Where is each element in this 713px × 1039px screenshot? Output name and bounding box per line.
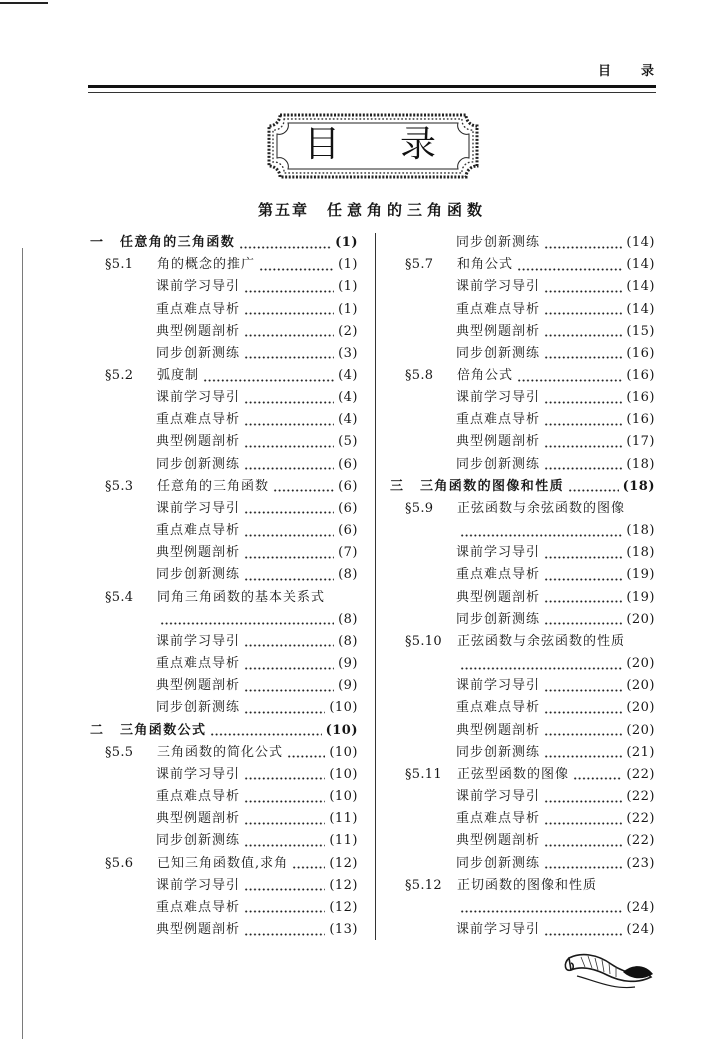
dot-leader	[544, 600, 622, 603]
toc-subentry	[156, 675, 358, 697]
toc-section-entry	[405, 365, 655, 387]
entry-title: 课前学习导引	[156, 390, 241, 406]
dot-leader	[544, 822, 622, 825]
entry-title: 三角函数的图像和性质	[420, 478, 565, 494]
dot-leader	[244, 467, 334, 470]
entry-number: §5.5	[105, 744, 134, 760]
dot-leader	[544, 711, 622, 714]
entry-title: 重点难点导析	[156, 656, 241, 671]
page-number: (8)	[338, 611, 358, 627]
quill-scroll-icon	[563, 944, 655, 1000]
toc-subentry	[156, 321, 358, 343]
toc-subentry	[456, 919, 655, 941]
page-number: (20)	[626, 700, 655, 716]
toc-continuation-line	[456, 653, 655, 675]
dot-leader	[287, 755, 325, 758]
dot-leader	[544, 578, 622, 581]
dot-leader	[544, 866, 622, 869]
entry-number: 三	[390, 478, 404, 494]
dot-leader	[244, 556, 334, 559]
running-header-title: 目录	[598, 64, 685, 79]
dot-leader	[568, 489, 619, 492]
dot-leader	[244, 667, 334, 670]
page-number: (21)	[626, 744, 655, 760]
dot-leader	[544, 733, 622, 736]
dot-leader	[544, 556, 622, 559]
dot-leader	[544, 334, 622, 337]
toc-subentry	[156, 897, 358, 919]
page-number: (11)	[329, 811, 358, 827]
toc-subentry	[456, 786, 655, 808]
dot-leader	[544, 689, 622, 692]
dot-leader	[244, 511, 334, 514]
entry-title: 同步创新测练	[156, 700, 241, 716]
toc-subentry	[456, 542, 655, 564]
dot-leader	[544, 622, 622, 625]
entry-title: 同步创新测练	[156, 345, 241, 361]
page-number: (6)	[338, 456, 358, 472]
page-number: (6)	[338, 500, 358, 516]
entry-title: 正弦函数与余弦函数的性质	[457, 633, 626, 649]
dot-leader	[244, 822, 325, 825]
column-divider	[375, 233, 376, 940]
dot-leader	[244, 534, 334, 537]
toc-subentry	[456, 564, 655, 586]
entry-title: 已知三角函数值,求角	[157, 855, 289, 871]
page-number: (22)	[626, 766, 655, 782]
entry-title: 典型例题剖析	[456, 323, 541, 339]
entry-title: 重点难点导析	[156, 301, 241, 317]
page-number: (18)	[622, 478, 655, 494]
dot-leader	[244, 445, 334, 448]
toc-section-entry	[105, 476, 358, 498]
entry-title: 典型例题剖析	[456, 589, 541, 605]
dot-leader	[244, 644, 334, 647]
page-number: (5)	[338, 434, 358, 450]
entry-title: 同步创新测练	[156, 456, 241, 472]
quill-scroll-drawing	[563, 944, 655, 996]
page-number: (3)	[338, 345, 358, 361]
header-rule-thick	[88, 85, 656, 88]
dot-leader	[573, 777, 622, 780]
dot-leader	[244, 800, 325, 803]
toc-title-box	[266, 112, 497, 180]
page-number: (18)	[626, 545, 655, 561]
entry-number: §5.11	[405, 766, 442, 782]
dot-leader	[292, 866, 325, 869]
entry-title: 重点难点导析	[456, 301, 541, 317]
dot-leader	[544, 933, 622, 936]
entry-title: 典型例题剖析	[156, 545, 241, 561]
toc-subentry	[156, 387, 358, 409]
entry-title: 同步创新测练	[456, 744, 541, 760]
page-number: (1)	[338, 301, 358, 317]
entry-title: 重点难点导析	[456, 567, 541, 583]
dot-leader	[244, 910, 325, 913]
page-number: (19)	[626, 589, 655, 605]
entry-title: 重点难点导析	[156, 523, 241, 539]
toc-subentry	[456, 853, 655, 875]
entry-title: 三角函数的简化公式	[157, 744, 284, 760]
entry-title: 倍角公式	[457, 368, 514, 383]
entry-title: 典型例题剖析	[456, 434, 541, 450]
page-number: (19)	[626, 567, 655, 583]
page-number: (2)	[338, 323, 358, 339]
toc-subentry	[456, 409, 655, 431]
entry-title: 重点难点导析	[456, 412, 541, 428]
page-number: (4)	[338, 368, 358, 383]
entry-title: 正弦型函数的图像	[457, 766, 570, 782]
page-number: (13)	[329, 922, 358, 937]
entry-number: §5.12	[405, 877, 442, 893]
entry-title: 同角三角函数的基本关系式	[157, 589, 326, 605]
entry-title: 同步创新测练	[156, 567, 241, 583]
toc-part-heading	[90, 720, 358, 742]
page-number: (9)	[338, 656, 358, 671]
page-number: (9)	[338, 678, 358, 694]
dot-leader	[544, 755, 622, 758]
toc-subentry	[156, 830, 358, 852]
header-rule-thin	[88, 92, 656, 93]
toc-section-entry	[405, 254, 655, 276]
dot-leader	[544, 312, 622, 315]
entry-title: 同步创新测练	[456, 611, 541, 627]
entry-title: 重点难点导析	[156, 899, 241, 915]
entry-title: 课前学习导引	[156, 279, 241, 295]
entry-title: 角的概念的推广	[157, 257, 256, 273]
dot-leader	[239, 246, 331, 249]
page-number: (8)	[338, 567, 358, 583]
toc-part-heading	[390, 476, 655, 498]
dot-leader	[203, 379, 334, 382]
dot-leader	[544, 401, 622, 404]
page-number: (1)	[335, 235, 358, 250]
entry-title: 典型例题剖析	[156, 678, 241, 694]
dot-leader	[273, 489, 334, 492]
entry-title: 典型例题剖析	[156, 811, 241, 827]
toc-section-entry	[405, 631, 655, 653]
toc-subentry	[156, 875, 358, 897]
dot-leader	[544, 246, 622, 249]
entry-number: §5.4	[105, 589, 134, 605]
entry-title: 同步创新测练	[156, 833, 241, 849]
page-number: (10)	[325, 722, 358, 738]
entry-title: 重点难点导析	[456, 700, 541, 716]
entry-title: 课前学习导引	[456, 279, 541, 295]
toc-subentry	[156, 919, 358, 941]
page-edge-line	[22, 248, 23, 1039]
dot-leader	[544, 445, 622, 448]
toc-subentry	[156, 498, 358, 520]
page-number: (18)	[626, 456, 655, 472]
page-number: (1)	[338, 257, 358, 273]
toc-section-entry	[405, 764, 655, 786]
dot-leader	[460, 534, 622, 537]
entry-title: 重点难点导析	[456, 811, 541, 827]
entry-title: 三角函数公式	[120, 722, 207, 738]
page-number: (14)	[626, 235, 655, 250]
toc-section-entry	[105, 254, 358, 276]
entry-title: 典型例题剖析	[456, 722, 541, 738]
page-number: (20)	[626, 722, 655, 738]
toc-subentry	[456, 675, 655, 697]
dot-leader	[244, 578, 334, 581]
entry-title: 典型例题剖析	[156, 434, 241, 450]
toc-subentry	[156, 299, 358, 321]
toc-subentry	[456, 587, 655, 609]
entry-title: 课前学习导引	[156, 633, 241, 649]
toc-section-entry	[105, 853, 358, 875]
toc-subentry	[156, 520, 358, 542]
toc-subentry	[456, 830, 655, 852]
toc-subentry	[456, 609, 655, 631]
toc-subentry	[456, 454, 655, 476]
dot-leader	[244, 888, 325, 891]
page-number: (16)	[626, 390, 655, 406]
entry-title: 正切函数的图像和性质	[457, 877, 598, 893]
toc-subentry	[456, 276, 655, 298]
entry-title: 任意角的三角函数	[157, 478, 270, 494]
page-number: (16)	[626, 368, 655, 383]
dot-leader	[244, 777, 325, 780]
entry-title: 课前学习导引	[156, 877, 241, 893]
page-number: (22)	[626, 833, 655, 849]
page-number: (14)	[626, 301, 655, 317]
dot-leader	[460, 667, 622, 670]
dot-leader	[259, 268, 334, 271]
dot-leader	[544, 356, 622, 359]
entry-title: 课前学习导引	[156, 500, 241, 516]
entry-title: 同步创新测练	[456, 345, 541, 361]
toc-title: 目录	[304, 124, 497, 165]
toc-subentry	[156, 808, 358, 830]
page-number: (22)	[626, 789, 655, 804]
entry-number: §5.6	[105, 855, 134, 871]
entry-number: §5.3	[105, 478, 134, 494]
dot-leader	[544, 290, 622, 293]
page-number: (17)	[626, 434, 655, 450]
dot-leader	[244, 844, 325, 847]
toc-subentry	[156, 431, 358, 453]
dot-leader	[244, 401, 334, 404]
dot-leader	[244, 689, 334, 692]
toc-subentry	[456, 387, 655, 409]
dot-leader	[544, 467, 622, 470]
toc-subentry	[156, 454, 358, 476]
dot-leader	[244, 423, 334, 426]
toc-subentry	[456, 742, 655, 764]
entry-number: §5.8	[405, 368, 434, 383]
toc-continuation-line	[156, 609, 358, 631]
corner-mark-line	[0, 2, 48, 4]
page-number: (20)	[626, 678, 655, 694]
dot-leader	[244, 290, 334, 293]
dot-leader	[244, 334, 334, 337]
chapter-label: 第五章	[258, 201, 310, 219]
page-number: (23)	[626, 855, 655, 871]
entry-title: 重点难点导析	[156, 789, 241, 804]
entry-title: 典型例题剖析	[456, 833, 541, 849]
entry-title: 重点难点导析	[156, 412, 241, 428]
entry-title: 正弦函数与余弦函数的图像	[457, 500, 626, 516]
page-number: (14)	[626, 257, 655, 273]
page-number: (24)	[626, 899, 655, 915]
toc-section-entry	[105, 365, 358, 387]
dot-leader	[244, 312, 334, 315]
page-number: (14)	[626, 279, 655, 295]
toc-subentry	[156, 653, 358, 675]
entry-title: 弧度制	[157, 368, 200, 383]
page-number: (7)	[338, 545, 358, 561]
toc-subentry	[456, 431, 655, 453]
entry-number: §5.2	[105, 368, 134, 383]
entry-title: 课前学习导引	[156, 766, 241, 782]
page-number: (16)	[626, 412, 655, 428]
page-number: (4)	[338, 390, 358, 406]
entry-title: 典型例题剖析	[156, 323, 241, 339]
toc-section-entry	[105, 587, 358, 609]
dot-leader	[244, 933, 325, 936]
dot-leader	[517, 268, 622, 271]
toc-continuation-line	[456, 520, 655, 542]
page-number: (20)	[626, 611, 655, 627]
entry-number: §5.9	[405, 500, 434, 516]
entry-title: 课前学习导引	[456, 678, 541, 694]
page-number: (1)	[338, 279, 358, 295]
page-number: (24)	[626, 922, 655, 937]
dot-leader	[244, 356, 334, 359]
toc-subentry	[156, 409, 358, 431]
dot-leader	[544, 844, 622, 847]
entry-number: 二	[90, 722, 104, 738]
toc-subentry	[156, 697, 358, 719]
chapter-heading	[258, 200, 487, 220]
toc-subentry	[456, 697, 655, 719]
page-number: (22)	[626, 811, 655, 827]
entry-title: 课前学习导引	[456, 789, 541, 804]
page-number: (4)	[338, 412, 358, 428]
toc-subentry	[456, 343, 655, 365]
entry-title: 课前学习导引	[456, 922, 541, 937]
toc-subentry	[456, 321, 655, 343]
toc-subentry	[156, 343, 358, 365]
page-number: (11)	[329, 833, 358, 849]
entry-title: 同步创新测练	[456, 855, 541, 871]
page-number: (16)	[626, 345, 655, 361]
page-number: (12)	[329, 899, 358, 915]
entry-title: 课前学习导引	[456, 390, 541, 406]
entry-number: §5.1	[105, 257, 134, 273]
dot-leader	[544, 800, 622, 803]
entry-title: 任意角的三角函数	[120, 235, 236, 250]
entry-title: 典型例题剖析	[156, 922, 241, 937]
toc-section-entry	[405, 875, 655, 897]
page-number: (10)	[329, 789, 358, 804]
toc-subentry	[156, 564, 358, 586]
entry-title: 同步创新测练	[456, 456, 541, 472]
entry-number: §5.10	[405, 633, 442, 649]
page-number: (10)	[329, 766, 358, 782]
entry-title: 课前学习导引	[456, 545, 541, 561]
page-number: (12)	[329, 855, 358, 871]
dot-leader	[517, 379, 622, 382]
toc-continuation-line	[456, 897, 655, 919]
entry-title: 同步创新测练	[456, 235, 541, 250]
toc-subentry	[456, 299, 655, 321]
dot-leader	[244, 711, 325, 714]
page-number: (6)	[338, 523, 358, 539]
chapter-title: 任意角的三角函数	[327, 201, 488, 219]
toc-subentry	[456, 720, 655, 742]
toc-subentry	[156, 276, 358, 298]
toc-part-heading	[90, 232, 358, 254]
toc-section-entry	[405, 498, 655, 520]
entry-number: §5.7	[405, 257, 434, 273]
toc-subentry	[456, 808, 655, 830]
page-number: (8)	[338, 633, 358, 649]
toc-subentry	[456, 232, 655, 254]
entry-title: 和角公式	[457, 257, 514, 273]
page-number: (10)	[329, 744, 358, 760]
dot-leader	[544, 423, 622, 426]
toc-subentry	[156, 631, 358, 653]
entry-number: 一	[90, 235, 104, 250]
toc-subentry	[156, 542, 358, 564]
toc-subentry	[156, 786, 358, 808]
page-number: (12)	[329, 877, 358, 893]
page-number: (6)	[338, 478, 358, 494]
page-number: (18)	[626, 523, 655, 539]
page-number: (15)	[626, 323, 655, 339]
toc-subentry	[156, 764, 358, 786]
dot-leader	[460, 910, 622, 913]
page-number: (10)	[329, 700, 358, 716]
dot-leader	[210, 733, 321, 736]
dot-leader	[160, 622, 334, 625]
page-number: (20)	[626, 656, 655, 671]
toc-section-entry	[105, 742, 358, 764]
